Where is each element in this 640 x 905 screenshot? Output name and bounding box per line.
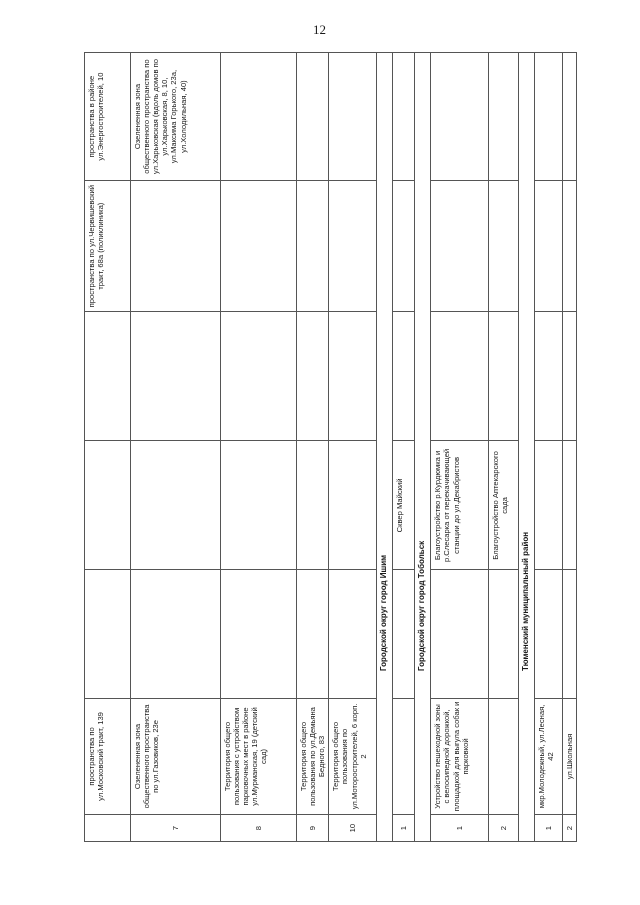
cell-col2 [393, 570, 415, 698]
cell-col3: Сквер Майский [393, 441, 415, 570]
section-header-tyumen-district [519, 53, 535, 842]
row-number: 2 [489, 815, 519, 842]
cell-col2 [489, 570, 519, 698]
row-number: 7 [131, 815, 221, 842]
cell-col1 [393, 698, 415, 815]
row-number: 8 [221, 815, 297, 842]
cell-col3 [221, 441, 297, 570]
cell-col4 [535, 312, 563, 441]
row-number: 1 [535, 815, 563, 842]
section-title: Городской округ город Тобольск [415, 53, 431, 842]
cell-col4 [489, 312, 519, 441]
cell-col5 [131, 181, 221, 312]
cell-col2 [431, 570, 489, 698]
cell-col5: пространства по ул.Червишевский тракт, 68а (поликлиника) [85, 181, 131, 312]
table-row [431, 53, 489, 842]
cell-col2 [563, 570, 577, 698]
cell-col2 [297, 570, 329, 698]
cell-col6 [535, 53, 563, 181]
cell-col2 [329, 570, 377, 698]
cell-col1: Территория общего пользования с устройством парковочных мест в районе ул.Мурманская, 19 (детский сад) [221, 698, 297, 815]
page-number: 12 [313, 22, 326, 37]
table-row [329, 53, 377, 842]
cell-col2 [221, 570, 297, 698]
row-number: 1 [431, 815, 489, 842]
cell-col1: Устройство пешеходной зоны с велосипедной дорожкой, площадкой для выгула собак и парковкой [431, 698, 489, 815]
improvement-projects-table [84, 52, 577, 842]
cell-col1: Территория общего пользования по ул.Моторостроителей, 6 корп. 2 [329, 698, 377, 815]
cell-col6: Озелененная зона общественного пространства по ул.Харьковская (вдоль домов по ул.Харьковская, 8, 10, ул.Максима Горького, 23а, ул.Холодильная, 40) [131, 53, 221, 181]
section-title: Тюменский муниципальный район [519, 53, 535, 842]
cell-col5 [431, 181, 489, 312]
cell-col4 [297, 312, 329, 441]
cell-col6: пространства в районе ул.Энергостроителей, 10 [85, 53, 131, 181]
row-number [85, 815, 131, 842]
cell-col5 [535, 181, 563, 312]
table-row [297, 53, 329, 842]
cell-col1: мкр.Молодежный, ул.Лесная, 42 [535, 698, 563, 815]
cell-col3 [85, 441, 131, 570]
cell-col6 [563, 53, 577, 181]
table-row [393, 53, 415, 842]
cell-col4 [393, 312, 415, 441]
cell-col6 [489, 53, 519, 181]
cell-col2 [131, 570, 221, 698]
cell-col4 [329, 312, 377, 441]
cell-col6 [221, 53, 297, 181]
cell-col2 [85, 570, 131, 698]
table-row [489, 53, 519, 842]
section-header-tobolsk [415, 53, 431, 842]
cell-col3: Благоустройство р.Курдюмка и р.Слесарка от перекачивающей станции до ул.Декабристов [431, 441, 489, 570]
row-number: 1 [393, 815, 415, 842]
table-row [221, 53, 297, 842]
cell-col5 [329, 181, 377, 312]
row-number: 9 [297, 815, 329, 842]
table-row [85, 53, 131, 842]
cell-col1 [489, 698, 519, 815]
cell-col4 [563, 312, 577, 441]
cell-col5 [221, 181, 297, 312]
cell-col1: пространства по ул.Московский тракт, 139 [85, 698, 131, 815]
cell-col5 [393, 181, 415, 312]
section-header-ishim [377, 53, 393, 842]
cell-col4 [85, 312, 131, 441]
cell-col4 [221, 312, 297, 441]
cell-col3 [535, 441, 563, 570]
cell-col3 [563, 441, 577, 570]
cell-col6 [393, 53, 415, 181]
cell-col3 [131, 441, 221, 570]
table-row [563, 53, 577, 842]
cell-col3 [297, 441, 329, 570]
cell-col4 [131, 312, 221, 441]
cell-col6 [329, 53, 377, 181]
cell-col3: Благоустройство Аптекарского сада [489, 441, 519, 570]
cell-col4 [431, 312, 489, 441]
cell-col6 [431, 53, 489, 181]
table-row [131, 53, 221, 842]
row-number: 10 [329, 815, 377, 842]
cell-col5 [297, 181, 329, 312]
cell-col1: Озелененная зона общественного пространства по ул.Газовиков, 23е [131, 698, 221, 815]
cell-col1: Территория общего пользования по ул.Демьяна Бедного, 83 [297, 698, 329, 815]
cell-col6 [297, 53, 329, 181]
cell-col5 [563, 181, 577, 312]
rotated-table-sheet [84, 52, 599, 842]
cell-col2 [535, 570, 563, 698]
cell-col3 [329, 441, 377, 570]
section-title: Городской округ город Ишим [377, 53, 393, 842]
row-number: 2 [563, 815, 577, 842]
cell-col5 [489, 181, 519, 312]
table-row [535, 53, 563, 842]
cell-col1: ул.Школьная [563, 698, 577, 815]
